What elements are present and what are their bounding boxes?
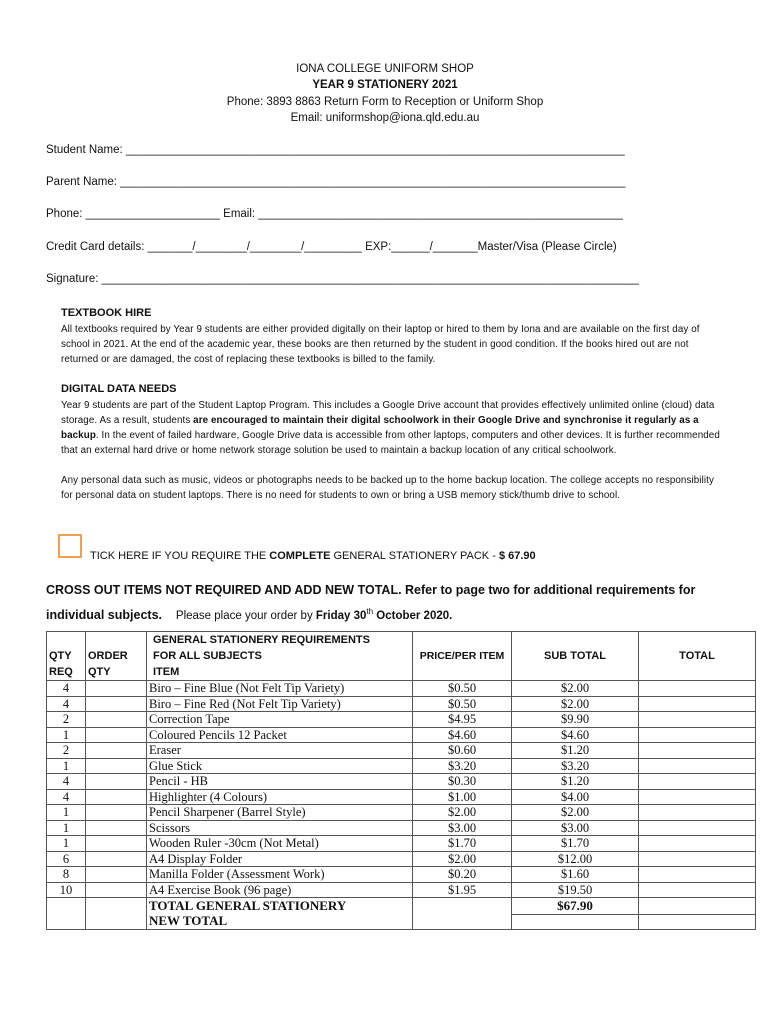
price-cell: $0.50	[413, 681, 512, 697]
order-qty-input[interactable]	[86, 696, 147, 712]
total-input[interactable]	[639, 696, 756, 712]
order-qty-input[interactable]	[86, 743, 147, 759]
qty-cell: 4	[47, 774, 86, 790]
order-qty-input[interactable]	[86, 882, 147, 898]
subtotal-cell: $1.20	[512, 774, 639, 790]
digital-data-body	[61, 398, 721, 458]
complete-pack-checkbox[interactable]	[58, 534, 82, 558]
item-cell: Pencil - HB	[147, 774, 413, 790]
subtotal-cell: $1.70	[512, 836, 639, 852]
header-price: PRICE/PER ITEM	[413, 632, 512, 681]
total-input[interactable]	[639, 712, 756, 728]
order-qty-input[interactable]	[86, 820, 147, 836]
subtotal-cell: $1.60	[512, 867, 639, 883]
table-row	[47, 851, 756, 867]
table-row	[47, 882, 756, 898]
table-row	[47, 820, 756, 836]
subtotal-cell: $2.00	[512, 696, 639, 712]
total-input[interactable]	[639, 681, 756, 697]
price-cell: $1.00	[413, 789, 512, 805]
price-cell: $1.95	[413, 882, 512, 898]
order-date-sup: th	[366, 607, 374, 616]
subtotal-cell: $19.50	[512, 882, 639, 898]
item-cell: Correction Tape	[147, 712, 413, 728]
qty-cell: 1	[47, 758, 86, 774]
total-price-blank	[413, 898, 512, 930]
table-row	[47, 743, 756, 759]
textbook-hire-body: All textbooks required by Year 9 students are either provided digitally on their laptop or hired to them by Iona and are available on the first day of school in 2021. At the end of the academic year, these books are then returned by the student in good condition. If the books hired out are not returned or are damaged, the cost of replacing these textbooks is billed to the family.	[61, 324, 700, 365]
total-row	[47, 898, 756, 915]
table-row	[47, 789, 756, 805]
qty-cell: 1	[47, 805, 86, 821]
total-total-input[interactable]	[639, 898, 756, 915]
total-input[interactable]	[639, 882, 756, 898]
new-total-label: NEW TOTAL	[147, 914, 413, 930]
subtotal-cell: $4.60	[512, 727, 639, 743]
digital-p1-start: Year 9 students are part of the Student Laptop Program. This includes a Google Drive account that provides effectively unlimited online (cloud) data storage. As a result, students	[61, 400, 715, 426]
email-line: Email: uniformshop@iona.qld.edu.au	[290, 112, 480, 124]
subtotal-cell: $12.00	[512, 851, 639, 867]
qty-cell: 10	[47, 882, 86, 898]
school-name: IONA COLLEGE UNIFORM SHOP	[296, 63, 474, 75]
order-qty-input[interactable]	[86, 681, 147, 697]
instructions-normal: Please place your order by	[175, 610, 316, 623]
item-cell: A4 Display Folder	[147, 851, 413, 867]
table-row	[47, 836, 756, 852]
table-row	[47, 712, 756, 728]
order-qty-input[interactable]	[86, 836, 147, 852]
signature-field[interactable]: Signature: ____________________________________________________________________________________	[46, 273, 639, 285]
phone-email-field[interactable]: Phone: _____________________ Email: _________________________________________________________	[46, 208, 623, 220]
digital-p1-end: . In the event of failed hardware, Google Drive data is accessible from other laptops, computers and other devices. It is further recommended that an external hard drive or home network storage solution be used to maintain a backup location of any critical schoolwork.	[61, 430, 720, 456]
header-qty: QTY REQ	[47, 632, 86, 681]
complete-pack-label	[90, 550, 536, 562]
qty-cell: 4	[47, 696, 86, 712]
item-cell: Eraser	[147, 743, 413, 759]
parent-name-field[interactable]: Parent Name: _______________________________________________________________________________	[46, 176, 626, 188]
total-input[interactable]	[639, 758, 756, 774]
total-input[interactable]	[639, 743, 756, 759]
student-name-field[interactable]: Student Name: ______________________________________________________________________________	[46, 144, 625, 156]
table-row	[47, 681, 756, 697]
header-item-line2: FOR ALL SUBJECTS	[153, 650, 262, 662]
table-row	[47, 758, 756, 774]
new-total-row	[47, 914, 756, 930]
qty-cell: 2	[47, 743, 86, 759]
price-cell: $2.00	[413, 805, 512, 821]
qty-cell: 2	[47, 712, 86, 728]
price-cell: $4.95	[413, 712, 512, 728]
total-qty-blank	[47, 898, 86, 930]
item-cell: Biro – Fine Red (Not Felt Tip Variety)	[147, 696, 413, 712]
order-date-rest: October 2020.	[373, 610, 453, 623]
credit-card-field[interactable]: Credit Card details: _______/________/________/_________ EXP:______/_______Master/Visa (Please Circle)	[46, 241, 617, 253]
subtotal-cell: $3.20	[512, 758, 639, 774]
price-cell: $3.00	[413, 820, 512, 836]
subtotal-cell: $3.00	[512, 820, 639, 836]
price-cell: $0.20	[413, 867, 512, 883]
item-cell: Pencil Sharpener (Barrel Style)	[147, 805, 413, 821]
total-input[interactable]	[639, 820, 756, 836]
price-cell: $2.00	[413, 851, 512, 867]
item-cell: Highlighter (4 Colours)	[147, 789, 413, 805]
subtotal-cell: $2.00	[512, 805, 639, 821]
total-input[interactable]	[639, 789, 756, 805]
total-label: TOTAL GENERAL STATIONERY	[147, 898, 413, 915]
header-order: ORDER QTY	[86, 632, 147, 681]
table-row	[47, 774, 756, 790]
item-cell: A4 Exercise Book (96 page)	[147, 882, 413, 898]
item-cell: Glue Stick	[147, 758, 413, 774]
order-qty-input[interactable]	[86, 774, 147, 790]
total-value: $67.90	[512, 898, 639, 915]
table-row	[47, 727, 756, 743]
total-input[interactable]	[639, 836, 756, 852]
digital-data-title: DIGITAL DATA NEEDS	[61, 383, 177, 395]
total-input[interactable]	[639, 805, 756, 821]
price-cell: $0.30	[413, 774, 512, 790]
price-cell: $3.20	[413, 758, 512, 774]
order-qty-input[interactable]	[86, 712, 147, 728]
phone-line: Phone: 3893 8863 Return Form to Reception or Uniform Shop	[226, 96, 544, 108]
new-total-subtotal[interactable]	[512, 914, 639, 930]
header-item-line1: GENERAL STATIONERY REQUIREMENTS	[153, 634, 370, 646]
subtotal-cell: $1.20	[512, 743, 639, 759]
price-cell: $0.50	[413, 696, 512, 712]
total-input[interactable]	[639, 867, 756, 883]
digital-p1-bold: are encouraged to maintain their digital schoolwork in their Google Drive and synchronise it regularly as a backup	[61, 415, 699, 441]
pack-text-start: TICK HERE IF YOU REQUIRE THE	[90, 550, 270, 562]
header-item	[147, 632, 413, 681]
item-cell: Scissors	[147, 820, 413, 836]
qty-cell: 4	[47, 789, 86, 805]
subtotal-cell: $2.00	[512, 681, 639, 697]
qty-cell: 4	[47, 681, 86, 697]
order-qty-input[interactable]	[86, 851, 147, 867]
item-cell: Biro – Fine Blue (Not Felt Tip Variety)	[147, 681, 413, 697]
price-cell: $4.60	[413, 727, 512, 743]
table-row	[47, 867, 756, 883]
total-input[interactable]	[639, 851, 756, 867]
price-cell: $1.70	[413, 836, 512, 852]
textbook-hire-title: TEXTBOOK HIRE	[61, 307, 152, 319]
total-input[interactable]	[639, 727, 756, 743]
subtotal-cell: $9.90	[512, 712, 639, 728]
table-row	[47, 696, 756, 712]
order-date-day: Friday 30	[315, 610, 367, 623]
order-qty-input[interactable]	[86, 805, 147, 821]
instructions-bold: CROSS OUT ITEMS NOT REQUIRED AND ADD NEW TOTAL. Refer to page two for additional requirements for individual subjects.	[46, 583, 696, 623]
qty-cell: 6	[47, 851, 86, 867]
page-title: YEAR 9 STATIONERY 2021	[312, 79, 458, 91]
total-order-blank	[86, 898, 147, 930]
subtotal-cell: $4.00	[512, 789, 639, 805]
header-item-line3: ITEM	[153, 666, 180, 678]
qty-cell: 1	[47, 836, 86, 852]
pack-text-end: GENERAL STATIONERY PACK -	[330, 550, 499, 562]
item-cell: Manilla Folder (Assessment Work)	[147, 867, 413, 883]
order-instructions	[46, 580, 736, 627]
stationery-table	[46, 631, 756, 930]
header-subtotal: SUB TOTAL	[512, 632, 639, 681]
qty-cell: 8	[47, 867, 86, 883]
price-cell: $0.60	[413, 743, 512, 759]
order-qty-input[interactable]	[86, 758, 147, 774]
pack-text-bold: COMPLETE	[269, 550, 331, 562]
total-input[interactable]	[639, 774, 756, 790]
item-cell: Wooden Ruler -30cm (Not Metal)	[147, 836, 413, 852]
order-qty-input[interactable]	[86, 789, 147, 805]
order-qty-input[interactable]	[86, 867, 147, 883]
digital-data-p2: Any personal data such as music, videos or photographs needs to be backed up to the home backup location. The college accepts no responsibility for personal data on student laptops. There is no need for students to own or bring a USB memory stick/thumb drive to school.	[61, 475, 714, 501]
qty-cell: 1	[47, 727, 86, 743]
pack-price: $ 67.90	[498, 550, 536, 562]
order-qty-input[interactable]	[86, 727, 147, 743]
table-row	[47, 805, 756, 821]
qty-cell: 1	[47, 820, 86, 836]
new-total-input[interactable]	[639, 914, 756, 930]
item-cell: Coloured Pencils 12 Packet	[147, 727, 413, 743]
header-total: TOTAL	[639, 632, 756, 681]
